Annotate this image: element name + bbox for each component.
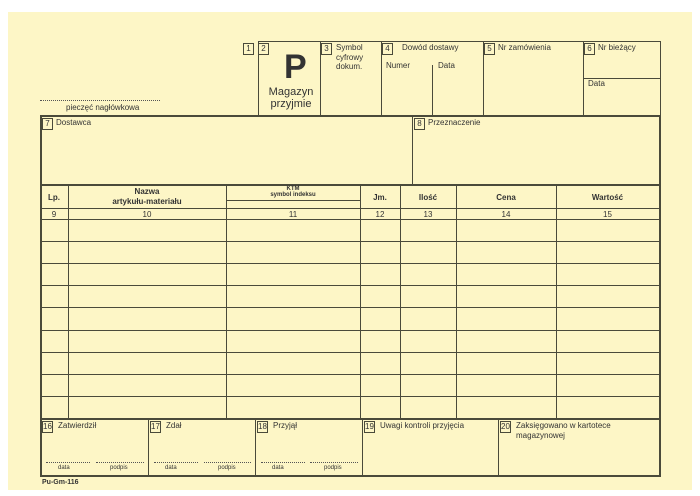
field-7-label: Dostawca bbox=[56, 118, 92, 127]
form-title-1: Magazyn bbox=[268, 86, 314, 98]
footer-divider-1 bbox=[148, 418, 149, 476]
footer-top-line bbox=[40, 418, 661, 420]
sig-dots bbox=[154, 462, 198, 463]
field-18-number: 18 bbox=[258, 422, 267, 431]
col-divider-5 bbox=[456, 184, 457, 420]
colnum-ilosc: 13 bbox=[423, 210, 433, 219]
podpis-label: podpis bbox=[110, 465, 128, 471]
table-row bbox=[40, 374, 661, 375]
field-1-number: 1 bbox=[243, 43, 254, 55]
header-ktm-2: symbol indeksu bbox=[270, 192, 316, 198]
header-name-2: artykułu-materiału bbox=[112, 197, 182, 206]
sig-dots bbox=[46, 462, 90, 463]
colnum-jm: 12 bbox=[375, 210, 385, 219]
table-row bbox=[40, 263, 661, 264]
form-letter: P bbox=[284, 48, 307, 86]
colnum-cena: 14 bbox=[501, 210, 511, 219]
form-code: Pu-Gm-116 bbox=[42, 479, 79, 486]
supplier-top-line bbox=[40, 115, 661, 117]
table-row bbox=[40, 241, 661, 242]
footer-divider-3 bbox=[362, 418, 363, 476]
supplier-divider bbox=[412, 115, 413, 185]
table-row bbox=[40, 396, 661, 397]
field-4-number: 4 bbox=[382, 43, 393, 55]
colnum-name: 10 bbox=[142, 210, 152, 219]
field-4-numer: Numer bbox=[386, 61, 411, 70]
colnum-lp: 9 bbox=[51, 210, 57, 219]
field-17-number: 17 bbox=[151, 422, 160, 431]
field-17-label: Zdał bbox=[166, 421, 182, 430]
field-19-label: Uwagi kontroli przyjęcia bbox=[380, 421, 465, 430]
podpis-label: podpis bbox=[218, 465, 236, 471]
header-jm: Jm. bbox=[373, 193, 387, 202]
podpis-label: podpis bbox=[324, 465, 342, 471]
header-right-line bbox=[660, 41, 661, 115]
field-19-number: 19 bbox=[365, 422, 374, 431]
warehouse-receipt-form bbox=[8, 12, 692, 490]
col-divider-4 bbox=[400, 184, 401, 420]
field-5-label: Nr zamówienia bbox=[498, 43, 551, 52]
data-label: data bbox=[165, 465, 177, 471]
header-lp: Lp. bbox=[48, 193, 60, 202]
header-ktm-1: KTM bbox=[286, 186, 300, 192]
table-colnum-bottom bbox=[40, 219, 661, 220]
sig-dots bbox=[310, 462, 358, 463]
footer-divider-4 bbox=[498, 418, 499, 476]
table-row bbox=[40, 285, 661, 286]
stamp-dotted-line bbox=[40, 100, 160, 101]
colnum-wartosc: 15 bbox=[603, 210, 612, 219]
field-20-label-1: Zaksięgowano w kartotece bbox=[516, 421, 611, 430]
header-wartosc: Wartość bbox=[591, 193, 624, 202]
header-top-line bbox=[258, 41, 660, 42]
footer-right-line bbox=[659, 418, 661, 477]
field-18-label: Przyjął bbox=[273, 421, 298, 430]
table-header-bottom bbox=[40, 208, 661, 209]
data-label: data bbox=[272, 465, 284, 471]
field-3-label-1: Symbol bbox=[336, 43, 363, 52]
field-20-number: 20 bbox=[501, 422, 510, 431]
field-6-label: Nr bieżący bbox=[598, 43, 636, 52]
field-6-number: 6 bbox=[584, 43, 595, 55]
col-divider-3 bbox=[360, 184, 361, 420]
table-left-line bbox=[40, 184, 42, 420]
field-20-label-2: magazynowej bbox=[516, 431, 565, 440]
field-2-number: 2 bbox=[258, 43, 269, 55]
sig-dots bbox=[96, 462, 144, 463]
table-row bbox=[40, 330, 661, 331]
header-cena: Cena bbox=[496, 193, 516, 202]
col-divider-2 bbox=[226, 184, 227, 420]
supplier-right-line bbox=[659, 115, 661, 185]
field-5-number: 5 bbox=[484, 43, 495, 55]
field-7-number: 7 bbox=[42, 118, 53, 130]
field-6-data: Data bbox=[588, 79, 605, 88]
field-3-label-3: dokum. bbox=[336, 62, 363, 71]
table-row bbox=[40, 352, 661, 353]
field-3-number: 3 bbox=[321, 43, 332, 55]
field-16-label: Zatwierdził bbox=[58, 421, 97, 430]
sig-dots bbox=[261, 462, 305, 463]
col-divider-1 bbox=[68, 184, 69, 420]
field-4-label: Dowód dostawy bbox=[402, 43, 459, 52]
field-8-number: 8 bbox=[414, 118, 425, 130]
data-label: data bbox=[58, 465, 70, 471]
table-row bbox=[40, 307, 661, 308]
header-divider-4sub bbox=[432, 65, 433, 115]
field-8-label: Przeznaczenie bbox=[428, 118, 481, 127]
stamp-label: pieczęć nagłówkowa bbox=[66, 103, 140, 112]
header-ilosc: Ilość bbox=[418, 193, 438, 202]
footer-bottom-line bbox=[40, 475, 661, 477]
form-title-2: przyjmie bbox=[270, 98, 312, 110]
field-3-label-2: cyfrowy bbox=[336, 53, 364, 62]
field-4-data: Data bbox=[438, 61, 455, 70]
footer-divider-2 bbox=[255, 418, 256, 476]
ktm-underline bbox=[226, 200, 360, 201]
table-right-line bbox=[659, 184, 661, 420]
header-name-1: Nazwa bbox=[134, 187, 160, 196]
col-divider-6 bbox=[556, 184, 557, 420]
sig-dots bbox=[204, 462, 251, 463]
field-16-number: 16 bbox=[43, 422, 52, 431]
colnum-ktm: 11 bbox=[288, 210, 298, 219]
